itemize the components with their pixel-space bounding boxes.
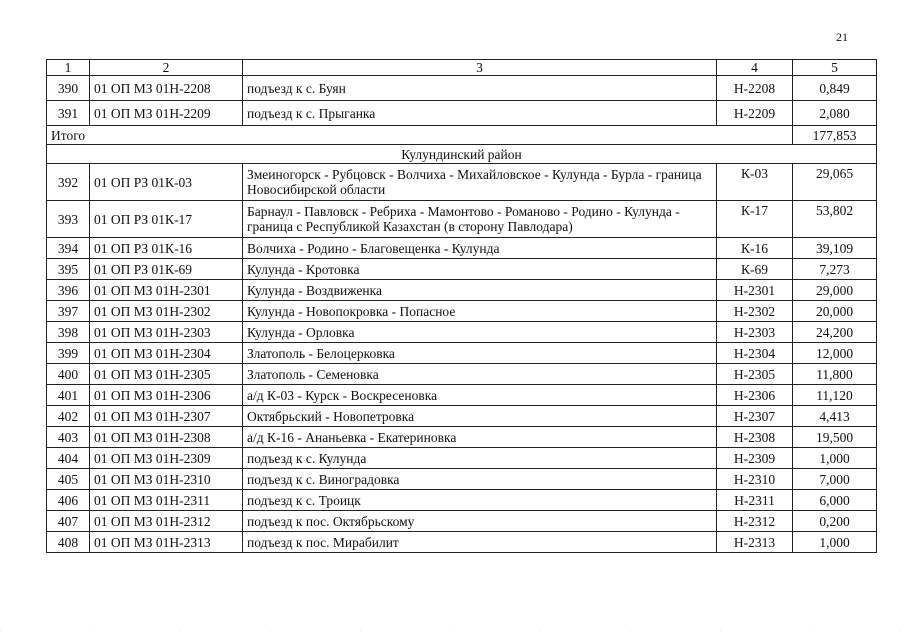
row-number: 400 [47, 364, 90, 385]
table-row [47, 322, 877, 343]
road-length: 12,000 [793, 343, 877, 364]
road-index: Н-2209 [717, 101, 793, 126]
road-length: 11,800 [793, 364, 877, 385]
column-header: 1 [47, 60, 90, 76]
road-name: а/д К-16 - Ананьевка - Екатериновка [243, 427, 717, 448]
road-index: Н-2311 [717, 490, 793, 511]
road-code: 01 ОП МЗ 01Н-2305 [90, 364, 243, 385]
road-name: а/д К-03 - Курск - Воскресеновка [243, 385, 717, 406]
row-number: 394 [47, 238, 90, 259]
road-index: К-17 [717, 201, 793, 238]
road-name: подъезд к пос. Октябрьскому [243, 511, 717, 532]
row-number: 405 [47, 469, 90, 490]
road-code: 01 ОП РЗ 01К-16 [90, 238, 243, 259]
road-index: К-03 [717, 164, 793, 201]
table-row [47, 164, 877, 201]
table-row [47, 532, 877, 553]
road-length: 0,849 [793, 76, 877, 101]
table-row [47, 469, 877, 490]
page-number: 21 [836, 30, 848, 44]
road-index: К-16 [717, 238, 793, 259]
table-row [47, 511, 877, 532]
row-number: 391 [47, 101, 90, 126]
road-length: 7,000 [793, 469, 877, 490]
road-code: 01 ОП МЗ 01Н-2303 [90, 322, 243, 343]
district-header-row [47, 145, 877, 164]
row-number: 396 [47, 280, 90, 301]
road-length: 24,200 [793, 322, 877, 343]
row-number: 401 [47, 385, 90, 406]
table-row [47, 301, 877, 322]
road-index: Н-2309 [717, 448, 793, 469]
road-length: 1,000 [793, 532, 877, 553]
road-name: подъезд к пос. Мирабилит [243, 532, 717, 553]
row-number: 404 [47, 448, 90, 469]
table-row [47, 76, 877, 101]
road-code: 01 ОП МЗ 01Н-2308 [90, 427, 243, 448]
roads-table-body [47, 60, 877, 553]
total-label: Итого [47, 126, 793, 145]
row-number: 399 [47, 343, 90, 364]
road-index: К-69 [717, 259, 793, 280]
table-row [47, 406, 877, 427]
road-index: Н-2305 [717, 364, 793, 385]
road-code: 01 ОП МЗ 01Н-2304 [90, 343, 243, 364]
road-index: Н-2303 [717, 322, 793, 343]
road-name: подъезд к с. Кулунда [243, 448, 717, 469]
road-code: 01 ОП РЗ 01К-69 [90, 259, 243, 280]
row-number: 407 [47, 511, 90, 532]
table-row [47, 385, 877, 406]
road-code: 01 ОП МЗ 01Н-2307 [90, 406, 243, 427]
road-name: Златополь - Белоцерковка [243, 343, 717, 364]
road-name: Кулунда - Кротовка [243, 259, 717, 280]
road-index: Н-2301 [717, 280, 793, 301]
row-number: 397 [47, 301, 90, 322]
road-length: 53,802 [793, 201, 877, 238]
road-length: 6,000 [793, 490, 877, 511]
scan-artifact-line [0, 630, 905, 631]
road-length: 20,000 [793, 301, 877, 322]
road-code: 01 ОП МЗ 01Н-2208 [90, 76, 243, 101]
road-code: 01 ОП МЗ 01Н-2309 [90, 448, 243, 469]
road-name: Октябрьский - Новопетровка [243, 406, 717, 427]
road-index: Н-2307 [717, 406, 793, 427]
road-name: подъезд к с. Виноградовка [243, 469, 717, 490]
table-row [47, 259, 877, 280]
table-row [47, 101, 877, 126]
road-index: Н-2306 [717, 385, 793, 406]
table-row [47, 201, 877, 238]
roads-table [46, 59, 877, 553]
road-name: Златополь - Семеновка [243, 364, 717, 385]
road-code: 01 ОП РЗ 01К-17 [90, 201, 243, 238]
road-name: Кулунда - Орловка [243, 322, 717, 343]
road-length: 4,413 [793, 406, 877, 427]
total-length: 177,853 [793, 126, 877, 145]
road-name: подъезд к с. Буян [243, 76, 717, 101]
row-number: 390 [47, 76, 90, 101]
column-number-row [47, 60, 877, 76]
district-name: Кулундинский район [47, 145, 877, 164]
road-index: Н-2304 [717, 343, 793, 364]
road-name: подъезд к с. Прыганка [243, 101, 717, 126]
column-header: 5 [793, 60, 877, 76]
table-row [47, 238, 877, 259]
road-length: 39,109 [793, 238, 877, 259]
road-length: 0,200 [793, 511, 877, 532]
road-code: 01 ОП МЗ 01Н-2301 [90, 280, 243, 301]
column-header: 3 [243, 60, 717, 76]
row-number: 403 [47, 427, 90, 448]
table-row [47, 448, 877, 469]
road-code: 01 ОП МЗ 01Н-2312 [90, 511, 243, 532]
road-code: 01 ОП МЗ 01Н-2209 [90, 101, 243, 126]
road-code: 01 ОП МЗ 01Н-2302 [90, 301, 243, 322]
road-code: 01 ОП РЗ 01К-03 [90, 164, 243, 201]
road-length: 7,273 [793, 259, 877, 280]
row-number: 406 [47, 490, 90, 511]
road-length: 1,000 [793, 448, 877, 469]
road-index: Н-2308 [717, 427, 793, 448]
road-length: 29,065 [793, 164, 877, 201]
road-code: 01 ОП МЗ 01Н-2311 [90, 490, 243, 511]
road-name: Кулунда - Новопокровка - Попасное [243, 301, 717, 322]
road-index: Н-2302 [717, 301, 793, 322]
column-header: 4 [717, 60, 793, 76]
road-name: Кулунда - Воздвиженка [243, 280, 717, 301]
road-length: 19,500 [793, 427, 877, 448]
road-name: Волчиха - Родино - Благовещенка - Кулунда [243, 238, 717, 259]
road-code: 01 ОП МЗ 01Н-2306 [90, 385, 243, 406]
table-row [47, 427, 877, 448]
road-name: Барнаул - Павловск - Ребриха - Мамонтово - Романово - Родино - Кулунда - граница с Республикой Казахстан (в сторону Павлодара) [243, 201, 717, 238]
total-row [47, 126, 877, 145]
road-length: 11,120 [793, 385, 877, 406]
column-header: 2 [90, 60, 243, 76]
road-length: 2,080 [793, 101, 877, 126]
row-number: 395 [47, 259, 90, 280]
row-number: 392 [47, 164, 90, 201]
table-row [47, 343, 877, 364]
road-code: 01 ОП МЗ 01Н-2313 [90, 532, 243, 553]
road-index: Н-2208 [717, 76, 793, 101]
road-index: Н-2310 [717, 469, 793, 490]
table-row [47, 280, 877, 301]
road-code: 01 ОП МЗ 01Н-2310 [90, 469, 243, 490]
road-length: 29,000 [793, 280, 877, 301]
row-number: 408 [47, 532, 90, 553]
row-number: 398 [47, 322, 90, 343]
road-name: подъезд к с. Троицк [243, 490, 717, 511]
road-index: Н-2312 [717, 511, 793, 532]
table-row [47, 490, 877, 511]
road-name: Змеиногорск - Рубцовск - Волчиха - Михайловское - Кулунда - Бурла - граница Новосибирской области [243, 164, 717, 201]
row-number: 393 [47, 201, 90, 238]
road-index: Н-2313 [717, 532, 793, 553]
table-row [47, 364, 877, 385]
row-number: 402 [47, 406, 90, 427]
